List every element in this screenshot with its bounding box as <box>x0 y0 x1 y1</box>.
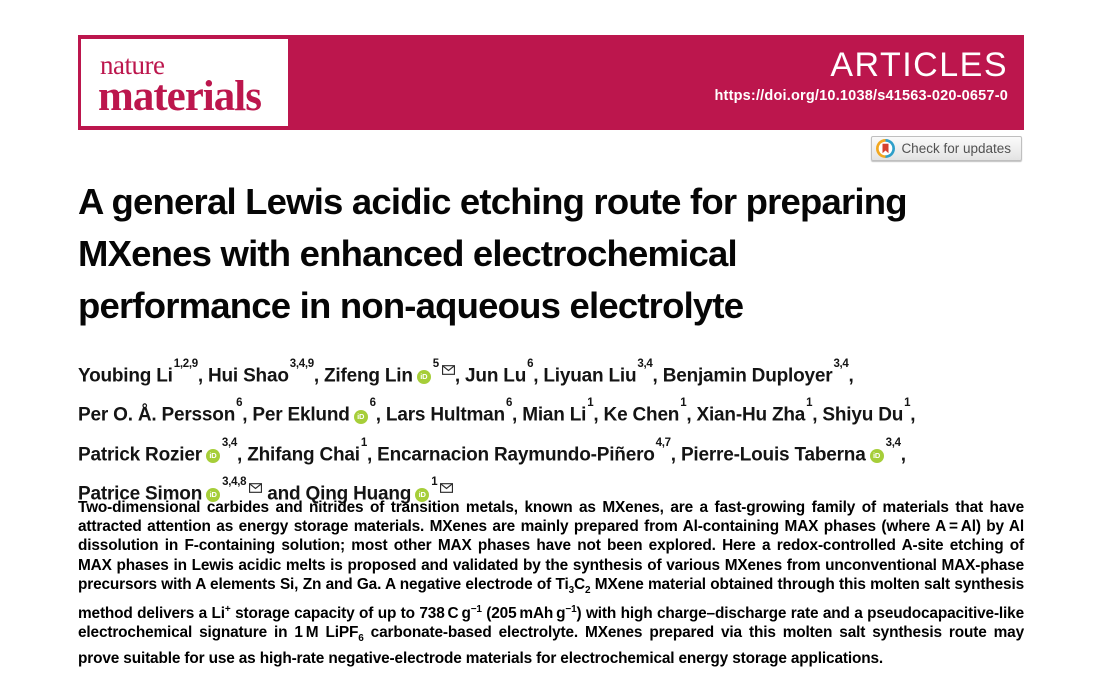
orcid-icon[interactable]: iD <box>354 410 368 424</box>
author-affiliations: 6 <box>505 397 513 410</box>
author-name: Liyuan Liu <box>543 365 637 387</box>
author-name: Lars Hultman <box>385 404 505 426</box>
author-name: Jun Lu <box>465 365 527 387</box>
author-affiliations: 3,4 <box>637 358 653 370</box>
author-name: Per Eklund <box>252 404 350 426</box>
author-affiliations: 3,4,9 <box>289 358 314 370</box>
check-for-updates-label: Check for updates <box>901 141 1011 156</box>
author-name: Benjamin Duployer <box>662 365 833 387</box>
author-affiliations: 4,7 <box>655 436 671 449</box>
author-name: Hui Shao <box>208 365 289 387</box>
author-name: Patrice Simon <box>78 483 203 505</box>
author-name: Shiyu Du <box>822 404 904 426</box>
orcid-icon[interactable]: iD <box>870 449 884 463</box>
author-name: Qing Huang <box>305 483 412 505</box>
author-name: Zhifang Chai <box>247 443 360 465</box>
author-name: Patrick Rozier <box>78 443 202 465</box>
author-name: Ke Chen <box>603 404 680 426</box>
section-label: ARTICLES <box>830 46 1008 84</box>
author-name: Zifeng Lin <box>324 365 413 387</box>
journal-logo <box>81 39 288 126</box>
author-affiliations: 1 <box>360 436 367 449</box>
author-name: Encarnacion Raymundo-Piñero <box>377 443 655 465</box>
author-name: Pierre-Louis Taberna <box>680 443 866 465</box>
crossmark-icon <box>876 139 895 158</box>
author-name: Mian Li <box>522 404 587 426</box>
author-name: Per O. Å. Persson <box>78 404 236 426</box>
author-affiliations: 1 <box>431 475 438 488</box>
article-title <box>78 176 1058 332</box>
author-name: Xian-Hu Zha <box>696 404 806 426</box>
author-affiliations: 5 <box>432 358 439 370</box>
author-affiliations: 1 <box>587 397 594 410</box>
author-name: Youbing Li <box>78 365 173 387</box>
title-line: performance in non-aqueous electrolyte <box>78 285 744 326</box>
title-line: MXenes with enhanced electrochemical <box>78 233 737 274</box>
journal-banner <box>78 35 1024 130</box>
banner-right <box>714 45 1008 104</box>
author-affiliations: 6 <box>369 397 376 410</box>
author-line: Patrick Rozier iD$^{3,4}$, Zhifang Chai$^1$, Encarnacion Raymundo-Piñero$^{4,7}$, Pierre-Louis Taberna iD$^{3,4}$, <box>78 436 906 465</box>
abstract-text: Two-dimensional carbides and nitrides of transition metals, known as MXenes, are a fast-growing family of materials that have attracted attention as energy storage materials. MXenes are mainly prepared from Al-containing MAX phases (where A = Al) by Al dissolution in F-containing solution; most other MAX phases have not been explored. Here a redox-controlled A-site etching of MAX phases in Lewis acidic melts is proposed and validated by the synthesis of various MXenes from unconventional MAX-phase precursors with A elements Si, Zn and Ga. A negative electrode of $Ti_3C_2$ MXene material obtained through this molten salt synthesis method delivers a Li+ storage capacity of up to 738 C $g^{-1}$ (205 mAh $g^{-1}$) with high charge–discharge rate and a pseudocapacitive-like electrochemical signature in 1 M LiPF$_6$ carbonate-based electrolyte. MXenes prepared via this molten salt synthesis route may prove suitable for use as high-rate negative-electrode materials for electrochemical energy storage applications. <box>78 499 1025 667</box>
author-list <box>78 354 1038 511</box>
author-affiliations: 3,4 <box>885 436 901 449</box>
email-icon[interactable] <box>442 353 455 387</box>
doi-link[interactable]: https://doi.org/10.1038/s41563-020-0657-0 <box>714 88 1008 104</box>
journal-logo-materials: materials <box>98 73 261 120</box>
orcid-icon[interactable]: iD <box>417 370 431 384</box>
author-affiliations: 1 <box>680 397 687 410</box>
author-affiliations: 3,4 <box>221 436 238 449</box>
title-line: A general Lewis acidic etching route for preparing <box>78 181 907 222</box>
author-affiliations: 3,4 <box>833 358 849 370</box>
author-affiliations: 3,4,8 <box>222 475 247 488</box>
author-affiliations: 1,2,9 <box>173 358 198 370</box>
author-line: Youbing Li$^{1,2,9}$, Hui Shao$^{3,4,9}$, Zifeng Lin $iD^5$, Jun Lu$^6$, Liyuan Liu$^{3,4}$, Benjamin Duployer$^{3,4}$, <box>78 354 1038 393</box>
orcid-icon[interactable]: iD <box>206 449 220 463</box>
author-affiliations: 1 <box>806 397 813 410</box>
journal-logo-nature: nature <box>100 50 165 80</box>
check-for-updates-button[interactable] <box>871 136 1022 161</box>
author-affiliations: 6 <box>527 358 534 370</box>
author-line: Patrice Simon iD$^{3,4,8}$ and Qing Huang $iD^1$ <box>78 472 1038 511</box>
author-affiliations: 6 <box>236 397 243 410</box>
author-affiliations: 1 <box>904 397 911 410</box>
orcid-icon[interactable]: iD <box>206 488 220 502</box>
author-line: Per O. Å. Persson$^6$, Per Eklund $iD^6$, Lars Hultman$^6$, Mian Li$^1$, Ke Chen$^1$, Xian-Hu Zha$^1$, Shiyu Du$^1$, <box>78 397 916 426</box>
orcid-icon[interactable]: iD <box>415 488 429 502</box>
